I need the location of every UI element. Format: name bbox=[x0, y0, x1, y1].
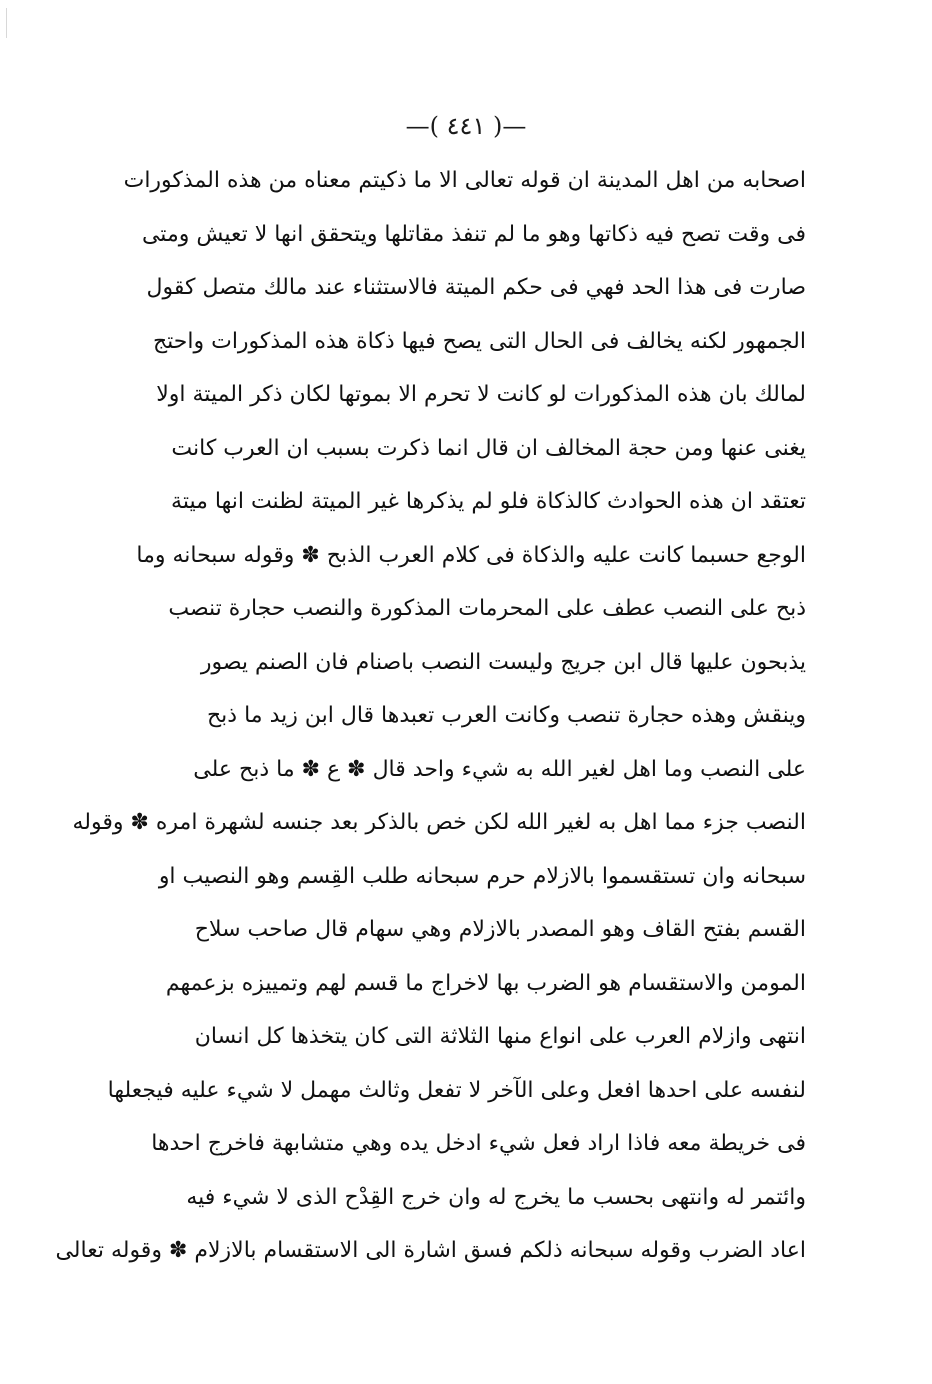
text-line: يغنى عنها ومن حجة المخالف ان قال انما ذكرت بسبب ان العرب كانت bbox=[171, 435, 806, 461]
text-line: لنفسه على احدها افعل وعلى الآخر لا تفعل وثالث مهمل لا شيء عليه فيجعلها bbox=[107, 1077, 806, 1103]
text-line: سبحانه وان تستقسموا بالازلام حرم سبحانه طلب القِسم وهو النصيب او bbox=[158, 863, 806, 889]
text-line: الوجع حسبما كانت عليه والذكاة فى كلام العرب الذبح ✽ وقوله سبحانه وما bbox=[136, 542, 806, 568]
text-line: على النصب وما اهل لغير الله به شيء واحد قال ✽ ع ✽ ما ذبح على bbox=[193, 756, 806, 782]
text-line: لمالك بان هذه المذكورات لو كانت لا تحرم الا بموتها لكان ذكر الميتة اولا bbox=[156, 382, 806, 407]
text-line: اعاد الضرب وقوله سبحانه ذلكم فسق اشارة الى الاستقسام بالازلام ✽ وقوله تعالى bbox=[55, 1238, 806, 1263]
text-line: فى خريطة معه فاذا اراد فعل شيء ادخل يده وهي متشابهة فاخرج احدها bbox=[151, 1131, 806, 1156]
text-line: صارت فى هذا الحد فهي فى حكم الميتة فالاستثناء عند مالك متصل كقول bbox=[146, 275, 806, 300]
text-line: انتهى وازلام العرب على انواع منها الثلاثة التى كان يتخذها كل انسان bbox=[194, 1024, 806, 1049]
text-line: فى وقت تصح فيه ذكاتها وهو ما لم تنفذ مقاتلها ويتحقق انها لا تعيش ومتى bbox=[141, 221, 806, 247]
text-line: ذبح على النصب عطف على المحرمات المذكورة والنصب حجارة تنصب bbox=[168, 596, 806, 621]
scan-edge-mark bbox=[6, 8, 19, 38]
body-text bbox=[55, 154, 806, 1278]
text-line: القسم بفتح القاف وهو المصدر بالازلام وهي سهام قال صاحب سلاح bbox=[194, 917, 806, 942]
text-line: تعتقد ان هذه الحوادث كالذكاة فلو لم يذكرها غير الميتة لظنت انها ميتة bbox=[171, 489, 806, 514]
text-line: وائتمر له وانتهى بحسب ما يخرج له وان خرج القِدْح الذى لا شيء فيه bbox=[186, 1184, 806, 1210]
text-line: المومن والاستقسام هو الضرب بها لاخراج ما قسم لهم وتمييزه بزعمهم bbox=[165, 970, 806, 996]
text-line: اصحابه من اهل المدينة ان قوله تعالى الا ما ذكيتم معناه من هذه المذكورات bbox=[123, 168, 806, 193]
page-number: —( ٤٤١ )— bbox=[405, 112, 527, 140]
text-line: وينقش وهذه حجارة تنصب وكانت العرب تعبدها قال ابن زيد ما ذبح bbox=[206, 703, 806, 728]
text-line: يذبحون عليها قال ابن جريج وليست النصب باصنام فان الصنم يصور bbox=[200, 649, 806, 675]
text-line: النصب جزء مما اهل به لغير الله لكن خص بالذكر بعد جنسه لشهرة امره ✽ وقوله bbox=[72, 810, 806, 835]
text-line: الجمهور لكنه يخالف فى الحال التى يصح فيها ذكاة هذه المذكورات واحتج bbox=[152, 328, 806, 354]
